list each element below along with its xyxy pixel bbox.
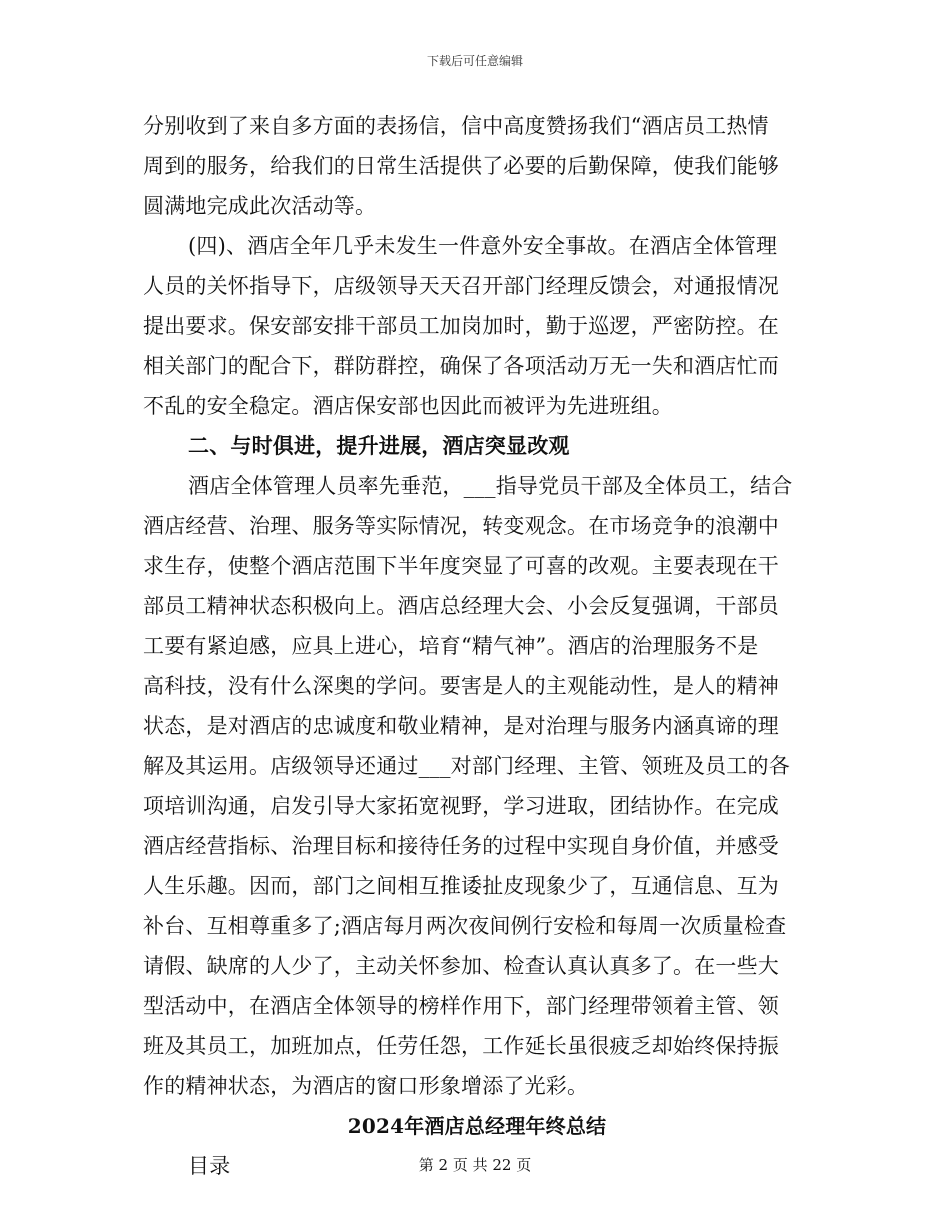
- text-line: 请假、缺席的人少了，主动关怀参加、检查认真认真多了。在一些大: [143, 954, 779, 978]
- text-line: 状态，是对酒店的忠诚度和敬业精神，是对治理与服务内涵真谛的理: [143, 714, 779, 738]
- text-line: 工要有紧迫感，应具上进心，培育“精气神”。酒店的治理服务不是: [143, 634, 759, 658]
- text-line: 型活动中，在酒店全体领导的榜样作用下，部门经理带领着主管、领: [143, 994, 779, 1018]
- document-title: 2024年酒店总经理年终总结: [347, 1114, 607, 1138]
- document-body: [143, 106, 811, 1186]
- text-line: 部员工精神状态积极向上。酒店总经理大会、小会反复强调，干部员: [143, 594, 779, 618]
- toc-heading: 目录: [188, 1154, 231, 1178]
- text-line: 人员的关怀指导下，店级领导天天召开部门经理反馈会，对通报情况: [143, 274, 779, 298]
- text-line: 补台、互相尊重多了;酒店每月两次夜间例行安检和每周一次质量检查: [143, 914, 787, 938]
- text-line: 解及其运用。店级领导还通过___对部门经理、主管、领班及员工的各: [143, 754, 790, 778]
- text-line: 作的精神状态，为酒店的窗口形象增添了光彩。: [143, 1074, 589, 1098]
- page-header-note: 下载后可任意编辑: [426, 54, 523, 68]
- text-line: 求生存，使整个酒店范围下半年度突显了可喜的改观。主要表现在干: [143, 554, 779, 578]
- text-line: 圆满地完成此次活动等。: [143, 194, 377, 218]
- text-line: 相关部门的配合下，群防群控，确保了各项活动万无一失和酒店忙而: [143, 354, 779, 378]
- paragraph-start-line: (四)、酒店全年几乎未发生一件意外安全事故。在酒店全体管理: [188, 234, 778, 258]
- page-number: 第 2 页 共 22 页: [418, 1156, 532, 1174]
- section-heading: 二、与时俱进，提升进展，酒店突显改观: [188, 433, 570, 458]
- text-line: 酒店经营指标、治理目标和接待任务的过程中实现自身价值，并感受: [143, 834, 779, 858]
- text-line: 人生乐趣。因而，部门之间相互推诿扯皮现象少了，互通信息、互为: [143, 874, 779, 898]
- text-line: 高科技，没有什么深奥的学问。要害是人的主观能动性，是人的精神: [143, 674, 779, 698]
- text-line: 项培训沟通，启发引导大家拓宽视野，学习进取，团结协作。在完成: [143, 794, 779, 818]
- text-line: 提出要求。保安部安排干部员工加岗加时，勤于巡逻，严密防控。在: [143, 314, 779, 338]
- text-line: 酒店经营、治理、服务等实际情况，转变观念。在市场竞争的浪潮中: [143, 514, 779, 538]
- text-line: 周到的服务，给我们的日常生活提供了必要的后勤保障，使我们能够: [143, 154, 779, 178]
- text-line: 不乱的安全稳定。酒店保安部也因此而被评为先进班组。: [143, 394, 673, 418]
- text-line: 分别收到了来自多方面的表扬信，信中高度赞扬我们“酒店员工热情: [143, 114, 769, 138]
- paragraph-start-line: 酒店全体管理人员率先垂范，___指导党员干部及全体员工，结合: [188, 474, 793, 498]
- text-line: 班及其员工，加班加点，任劳任怨，工作延长虽很疲乏却始终保持振: [143, 1034, 779, 1058]
